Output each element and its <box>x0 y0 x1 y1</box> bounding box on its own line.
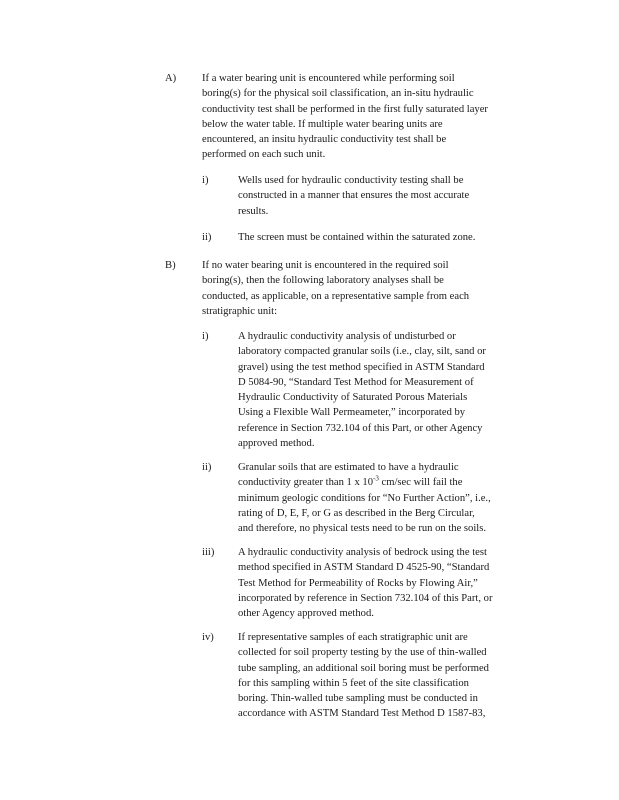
text-fragment: conductivity greater than 1 x 10 <box>238 477 374 489</box>
text-line: boring. Thin-walled tube sampling must be conducted in <box>238 693 478 705</box>
text-line: and therefore, no physical tests need to be run on the soils. <box>238 523 487 535</box>
subitem-text <box>238 630 489 722</box>
text-line: minimum geologic conditions for “No Further Action”, i.e., <box>238 492 491 504</box>
text-line: conductivity test shall be performed in the first fully saturated layer <box>202 103 488 115</box>
text-line: reference in Section 732.104 of this Part, or other Agency <box>238 422 483 434</box>
text-line-with-exponent <box>238 475 491 490</box>
text-line: If representative samples of each stratigraphic unit are <box>238 632 468 643</box>
subitem-text <box>238 329 486 451</box>
text-line: Using a Flexible Wall Permeameter,” incorporated by <box>238 407 466 419</box>
text-line: approved method. <box>238 438 315 450</box>
text-line: stratigraphic unit: <box>202 305 278 317</box>
text-line: If a water bearing unit is encountered while performing soil <box>202 73 455 84</box>
subitem-label: iv) <box>202 632 214 643</box>
text-line: constructed in a manner that ensures the most accurate <box>238 190 470 202</box>
text-fragment: cm/sec will fail the <box>378 477 463 489</box>
text-line: boring(s) for the physical soil classification, an in-situ hydraulic <box>202 88 474 100</box>
text-line: collected for soil property testing by the use of thin-walled <box>238 647 487 659</box>
subitem-label: i) <box>202 331 209 342</box>
section-b-label: B) <box>165 260 176 271</box>
text-line: The screen must be contained within the saturated zone. <box>238 232 476 243</box>
section-a-label: A) <box>165 73 177 84</box>
section-b-text <box>202 258 469 319</box>
text-line: accordance with ASTM Standard Test Method D 1587-83, <box>238 708 486 720</box>
text-line: laboratory compacted granular soils (i.e., clay, silt, sand or <box>238 346 486 358</box>
section-a-text <box>202 71 488 163</box>
text-line: incorporated by reference in Section 732.104 of this Part, or <box>238 592 493 604</box>
text-line: Test Method for Permeability of Rocks by Flowing Air,” <box>238 577 478 589</box>
exponent: -3 <box>373 474 379 483</box>
subitem-label: ii) <box>202 232 212 243</box>
text-line: A hydraulic conductivity analysis of bedrock using the test <box>238 547 487 558</box>
text-line: A hydraulic conductivity analysis of undisturbed or <box>238 331 456 342</box>
text-line: method specified in ASTM Standard D 4525-90, “Standard <box>238 562 490 574</box>
text-line: for this sampling within 5 feet of the site classification <box>238 677 469 689</box>
text-line: encountered, an insitu hydraulic conductivity test shall be <box>202 134 447 146</box>
text-line: Hydraulic Conductivity of Saturated Porous Materials <box>238 392 468 404</box>
text-line: boring(s), then the following laboratory analyses shall be <box>202 275 444 287</box>
subitem-text <box>238 460 491 536</box>
text-line: gravel) using the test method specified in ASTM Standard <box>238 361 485 373</box>
text-line: performed on each such unit. <box>202 149 326 161</box>
subitem-label: iii) <box>202 547 215 558</box>
subitem-text <box>238 545 492 621</box>
text-line: other Agency approved method. <box>238 608 374 620</box>
text-line: D 5084-90, “Standard Test Method for Measurement of <box>238 376 474 388</box>
subitem-label: ii) <box>202 462 212 473</box>
text-line: below the water table. If multiple water bearing units are <box>202 118 443 130</box>
subitem-text <box>238 230 475 245</box>
text-line: conducted, as applicable, on a representative sample from each <box>202 290 470 302</box>
text-line: rating of D, E, F, or G as described in the Berg Circular, <box>238 507 475 519</box>
text-line: Granular soils that are estimated to have a hydraulic <box>238 462 459 473</box>
text-line: If no water bearing unit is encountered in the required soil <box>202 260 449 271</box>
text-line: tube sampling, an additional soil boring must be performed <box>238 662 489 674</box>
subitem-text <box>238 173 469 219</box>
subitem-label: i) <box>202 175 209 186</box>
text-line: results. <box>238 205 269 217</box>
text-line: Wells used for hydraulic conductivity testing shall be <box>238 175 464 186</box>
